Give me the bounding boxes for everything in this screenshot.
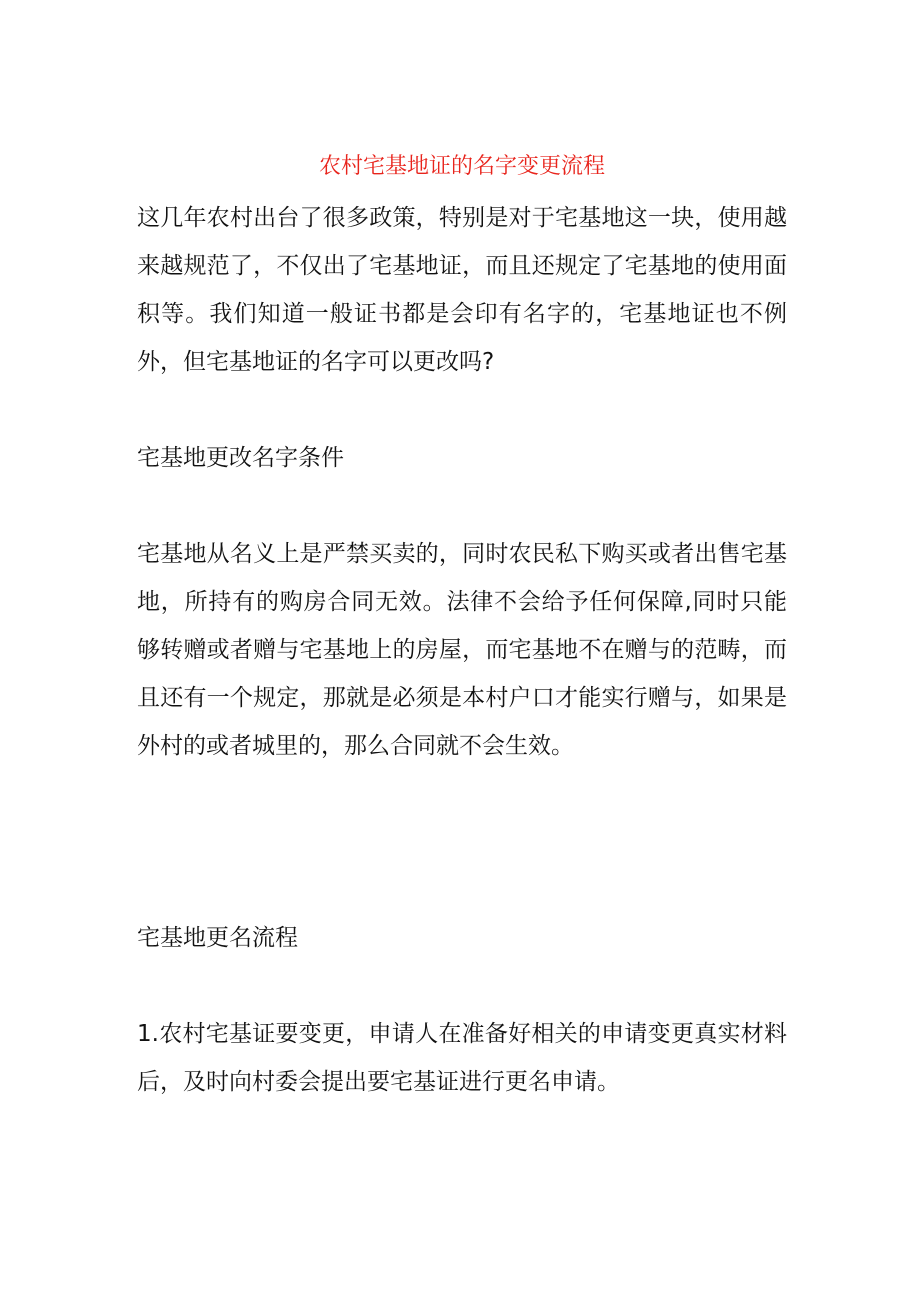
- spacer: [137, 386, 787, 434]
- process-step-1: 1.农村宅基证要变更，申请人在准备好相关的申请变更真实材料后，及时向村委会提出要宅基证进行更名申请。: [137, 1021, 787, 1095]
- intro-paragraph: 这几年农村出台了很多政策，特别是对于宅基地这一块，使用越来越规范了，不仅出了宅基地证，而且还规定了宅基地的使用面积等。我们知道一般证书都是会印有名字的，宅基地证也不例外，但宅基地证的名字可以更改吗?: [137, 205, 787, 375]
- section-heading-process: 宅基地更名流程: [137, 925, 298, 951]
- document-title: 农村宅基地证的名字变更流程: [318, 154, 605, 179]
- document-content: [137, 148, 787, 1106]
- conditions-paragraph: 宅基地从名义上是严禁买卖的，同时农民私下购买或者出售宅基地，所持有的购房合同无效。法律不会给予任何保障,同时只能够转赠或者赠与宅基地上的房屋，而宅基地不在赠与的范畴，而且还有一个规定，那就是必须是本村户口才能实行赠与，如果是外村的或者城里的，那么合同就不会生效。: [137, 541, 787, 759]
- spacer: [137, 962, 787, 1010]
- spacer: [137, 482, 787, 530]
- section-heading-conditions: 宅基地更改名字条件: [137, 445, 344, 471]
- spacer: [137, 770, 787, 914]
